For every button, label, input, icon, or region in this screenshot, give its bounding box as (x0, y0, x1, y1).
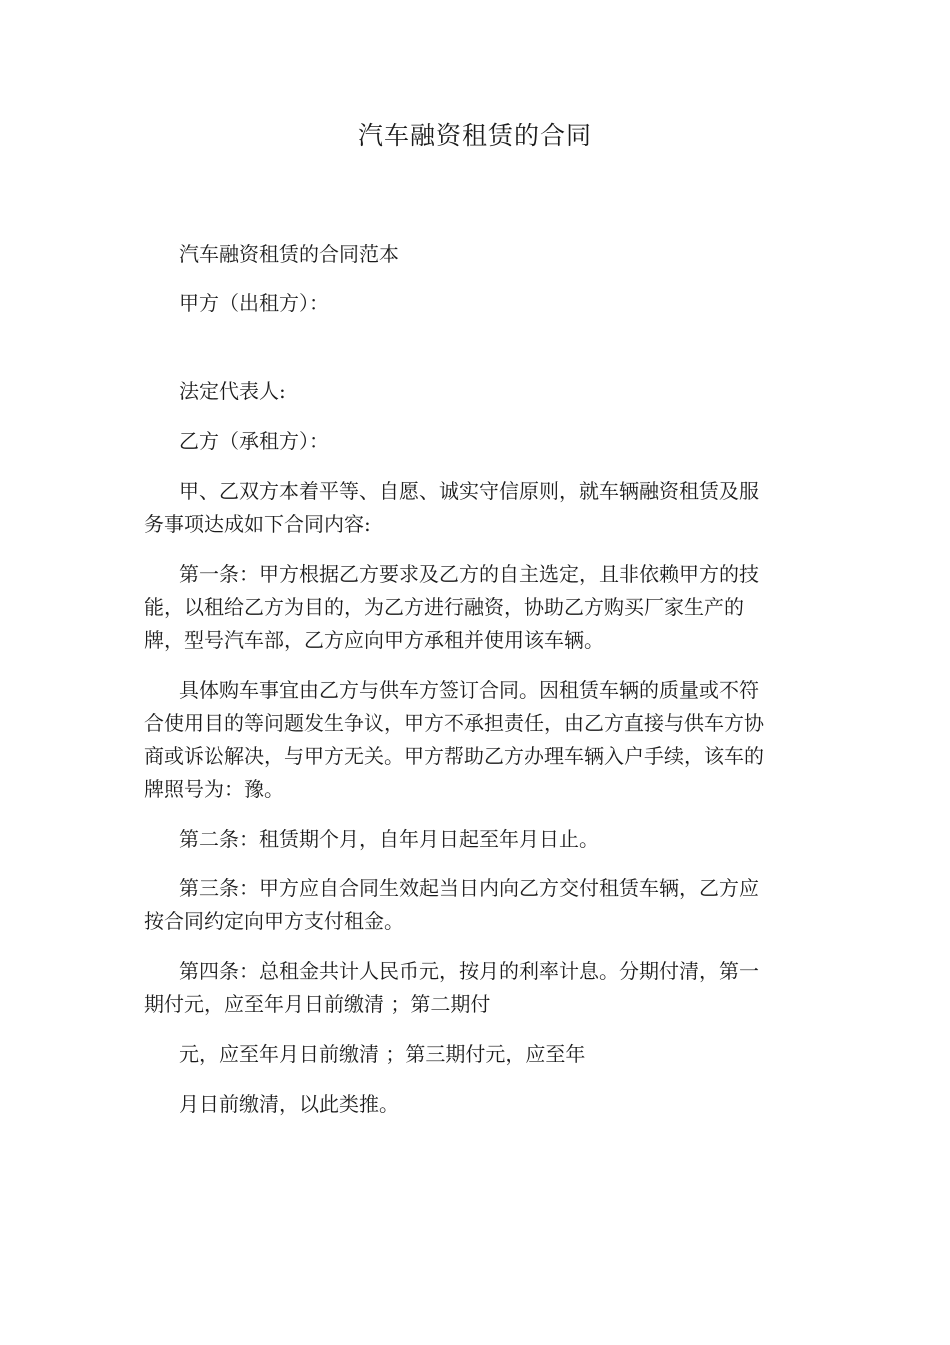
document-title: 汽车融资租赁的合同 (357, 121, 592, 150)
paragraph-party-a: 甲方（出租方）： (179, 291, 329, 315)
paragraph-template-name: 汽车融资租赁的合同范本 (179, 242, 399, 266)
paragraph-party-b: 乙方（承租方）： (179, 429, 329, 453)
paragraph-legal-representative: 法定代表人: (179, 379, 286, 403)
paragraph-purchase-details: 具体购车事宜由乙方与供车方签订合同。因租赁车辆的质量或不符合使用目的等问题发生争议，甲方不承担责任，由乙方直接与供车方协商或诉讼解决，与甲方无关。甲方帮助乙方办理车辆入户手续，该车的牌照号为：豫。 (144, 678, 764, 801)
paragraph-article-4-end: 月日前缴清，以此类推。 (179, 1092, 399, 1116)
paragraph-article-3: 第三条：甲方应自合同生效起当日内向乙方交付租赁车辆，乙方应按合同约定向甲方支付租金。 (144, 876, 759, 933)
paragraph-article-1: 第一条：甲方根据乙方要求及乙方的自主选定，且非依赖甲方的技能，以租给乙方为目的，为乙方进行融资，协助乙方购买厂家生产的牌，型号汽车部，乙方应向甲方承租并使用该车辆。 (144, 562, 759, 652)
paragraph-article-2: 第二条：租赁期个月，自年月日起至年月日止。 (179, 827, 599, 851)
paragraph-preamble: 甲、乙双方本着平等、自愿、诚实守信原则，就车辆融资租赁及服务事项达成如下合同内容: (144, 479, 759, 536)
paragraph-article-4-continued: 元，应至年月日前缴清 ；第三期付元，应至年 (179, 1042, 586, 1066)
paragraph-article-4: 第四条：总租金共计人民币元，按月的利率计息。分期付清，第一期付元，应至年月日前缴清 ；第二期付 (144, 959, 759, 1016)
